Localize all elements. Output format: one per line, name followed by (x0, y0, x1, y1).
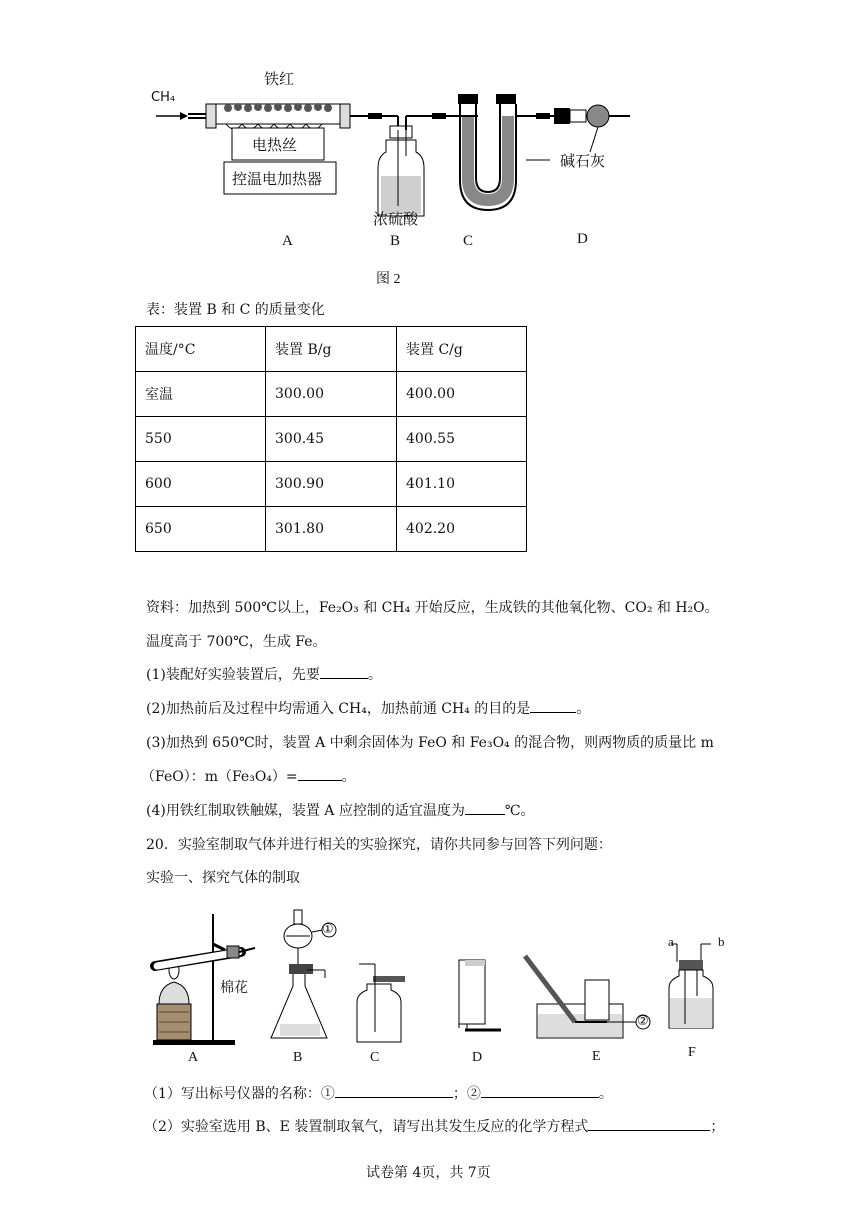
figure-2-caption: 图 2 (376, 272, 401, 287)
question-3-cont (141, 766, 356, 786)
ch4-label: CH₄ (151, 90, 176, 105)
sub-question-2-text: （2）实验室选用 B、E 装置制取氧气，请写出其发生反应的化学方程式 (144, 1119, 589, 1135)
table-header-row (136, 327, 527, 372)
question-2-end: 。 (576, 701, 591, 717)
question-3-ratio: （FeO）：m（Fe₃O₄）= (141, 769, 298, 785)
question-4-end: ℃。 (504, 803, 535, 819)
apparatus-label-b: B (293, 1050, 303, 1065)
question-1-text: (1)装配好实验装置后，先要 (146, 667, 320, 683)
table-header: 温度/°C (136, 327, 266, 372)
mass-change-table (135, 326, 527, 552)
table-cell: 300.45 (266, 417, 397, 462)
table-row (136, 372, 527, 417)
table-cell: 600 (136, 462, 266, 507)
fig2-label-d: D (577, 231, 588, 247)
fig2-label-c: C (463, 233, 474, 249)
table-cell: 402.20 (397, 507, 527, 552)
sub-question-1-end: 。 (598, 1086, 613, 1102)
answer-blank[interactable] (320, 666, 368, 679)
table-row (136, 417, 527, 462)
answer-blank[interactable] (481, 1085, 599, 1098)
info-line-1: 资料：加热到 500℃以上，Fe₂O₃ 和 CH₄ 开始反应，生成铁的其他氧化物、CO₂ 和 H₂O。 (146, 600, 719, 616)
sub-question-1-mid: ；② (452, 1086, 481, 1102)
table-cell: 401.10 (397, 462, 527, 507)
port-b-label: b (718, 934, 725, 949)
fig2-label-a: A (282, 233, 293, 249)
table-cell: 400.00 (397, 372, 527, 417)
table-cell: 650 (136, 507, 266, 552)
question-2-text: (2)加热前后及过程中均需通入 CH₄，加热前通 CH₄ 的目的是 (146, 701, 531, 717)
answer-blank[interactable] (298, 768, 342, 781)
page-footer: 试卷第 4页，共 7页 (366, 1165, 491, 1181)
apparatus-label-f: F (688, 1045, 696, 1060)
question-20: 20．实验室制取气体并进行相关的实验探究，请你共同参与回答下列问题： (146, 837, 612, 853)
port-a-label: a (668, 934, 674, 949)
soda-lime-label: 碱石灰 (560, 152, 606, 170)
answer-blank[interactable] (335, 1085, 453, 1098)
cotton-label: 棉花 (220, 980, 248, 996)
question-4-text: (4)用铁红制取铁触媒，装置 A 应控制的适宜温度为 (146, 803, 465, 819)
question-3: (3)加热到 650℃时，装置 A 中剩余固体为 FeO 和 Fe₃O₄ 的混合物，则两物质的质量比 m (146, 735, 714, 751)
answer-blank[interactable] (588, 1118, 710, 1131)
iron-red-label: 铁红 (264, 70, 295, 88)
circle-label-1: ① (322, 922, 334, 937)
table-header: 装置 C/g (397, 327, 527, 372)
table-row (136, 462, 527, 507)
table-row (136, 507, 527, 552)
table-cell: 301.80 (266, 507, 397, 552)
answer-blank[interactable] (465, 802, 505, 815)
heater-wire-label: 电热丝 (252, 136, 298, 154)
info-line-2: 温度高于 700℃，生成 Fe。 (146, 634, 327, 650)
fig2-label-b: B (390, 233, 401, 249)
question-2 (146, 698, 590, 718)
sub-question-2-end: ； (710, 1119, 725, 1135)
table-cell: 550 (136, 417, 266, 462)
table-cell: 400.55 (397, 417, 527, 462)
answer-blank[interactable] (530, 700, 576, 713)
sub-question-1 (144, 1083, 613, 1103)
apparatus-label-a: A (188, 1050, 199, 1065)
question-1 (146, 664, 382, 684)
experiment-1-heading: 实验一、探究气体的制取 (146, 870, 300, 886)
circle-label-2: ② (637, 1014, 649, 1029)
controller-label: 控温电加热器 (232, 170, 323, 188)
sub-question-2 (144, 1116, 724, 1136)
sub-question-1-text: （1）写出标号仪器的名称：① (144, 1086, 335, 1102)
question-4 (146, 800, 535, 820)
question-1-end: 。 (367, 667, 382, 683)
question-3-end: 。 (341, 769, 356, 785)
table-header: 装置 B/g (266, 327, 397, 372)
table-cell: 室温 (136, 372, 266, 417)
apparatus-label-c: C (370, 1050, 380, 1065)
table-cell: 300.00 (266, 372, 397, 417)
table-cell: 300.90 (266, 462, 397, 507)
apparatus-label-d: D (472, 1050, 483, 1065)
table-caption: 表：装置 B 和 C 的质量变化 (146, 302, 325, 318)
acid-label: 浓硫酸 (373, 210, 419, 228)
apparatus-label-e: E (592, 1049, 601, 1064)
